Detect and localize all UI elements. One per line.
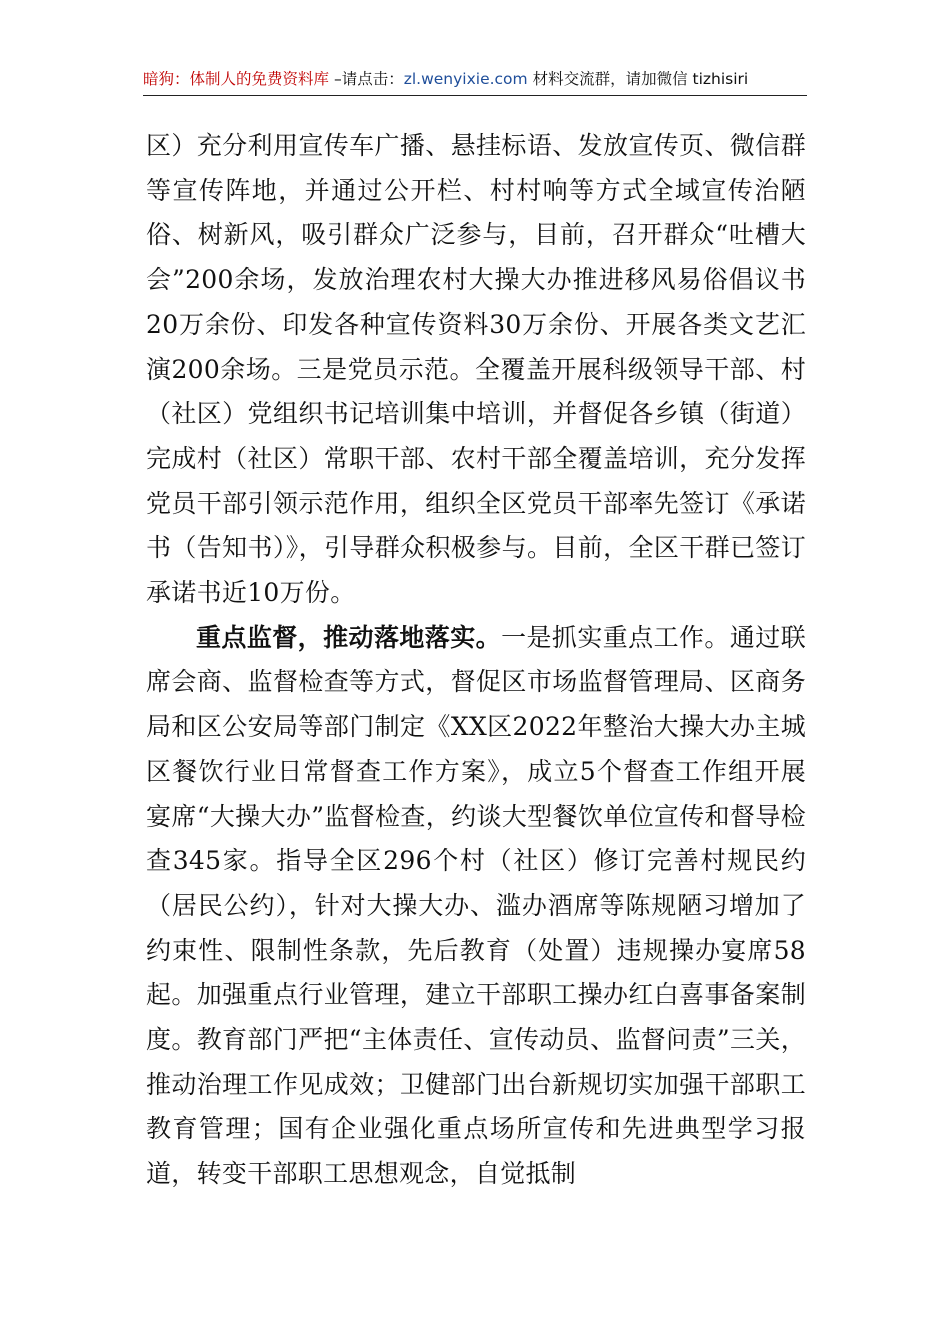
header-brand: 暗狗：体制人的免费资料库 bbox=[143, 70, 330, 88]
header-group-note: 材料交流群，请加微信 tizhisiri bbox=[527, 70, 749, 88]
header-divider bbox=[143, 95, 807, 96]
document-body bbox=[146, 124, 806, 1197]
header-prompt: –请点击： bbox=[329, 70, 404, 88]
header-url-link[interactable]: zl.wenyixie.com bbox=[403, 70, 528, 88]
paragraph-text: 区）充分利用宣传车广播、悬挂标语、发放宣传页、微信群等宣传阵地，并通过公开栏、村村响等方式全域宣传治陋俗、树新风，吸引群众广泛参与，目前，召开群众“吐槽大会”200余场，发放治理农村大操大办推进移风易俗倡议书20万余份、印发各种宣传资料30万余份、开展各类文艺汇演200余场。三是党员示范。全覆盖开展科级领导干部、村（社区）党组织书记培训集中培训，并督促各乡镇（街道）完成村（社区）常职干部、农村干部全覆盖培训，充分发挥党员干部引领示范作用，组织全区党员干部率先签订《承诺书（告知书）》，引导群众积极参与。目前，全区干群已签订承诺书近10万份。 bbox=[146, 131, 806, 608]
page-header bbox=[143, 64, 807, 94]
paragraph-text: 一是抓实重点工作。通过联席会商、监督检查等方式，督促区市场监督管理局、区商务局和区公安局等部门制定《XX区2022年整治大操大办主城区餐饮行业日常督查工作方案》，成立5个督查工作组开展宴席“大操大办”监督检查，约谈大型餐饮单位宣传和督导检查345家。指导全区296个村（社区）修订完善村规民约（居民公约），针对大操大办、滥办酒席等陈规陋习增加了约束性、限制性条款，先后教育（处置）违规操办宴席58起。加强重点行业管理，建立干部职工操办红白喜事备案制度。教育部门严把“主体责任、宣传动员、监督问责”三关，推动治理工作见成效；卫健部门出台新规切实加强干部职工教育管理；国有企业强化重点场所宣传和先进典型学习报道，转变干部职工思想观念，自觉抵制 bbox=[146, 622, 806, 1189]
paragraph-continued bbox=[146, 124, 806, 616]
paragraph-lead-heading: 重点监督，推动落地落实。 bbox=[196, 622, 502, 652]
paragraph-key-supervision bbox=[146, 616, 806, 1197]
